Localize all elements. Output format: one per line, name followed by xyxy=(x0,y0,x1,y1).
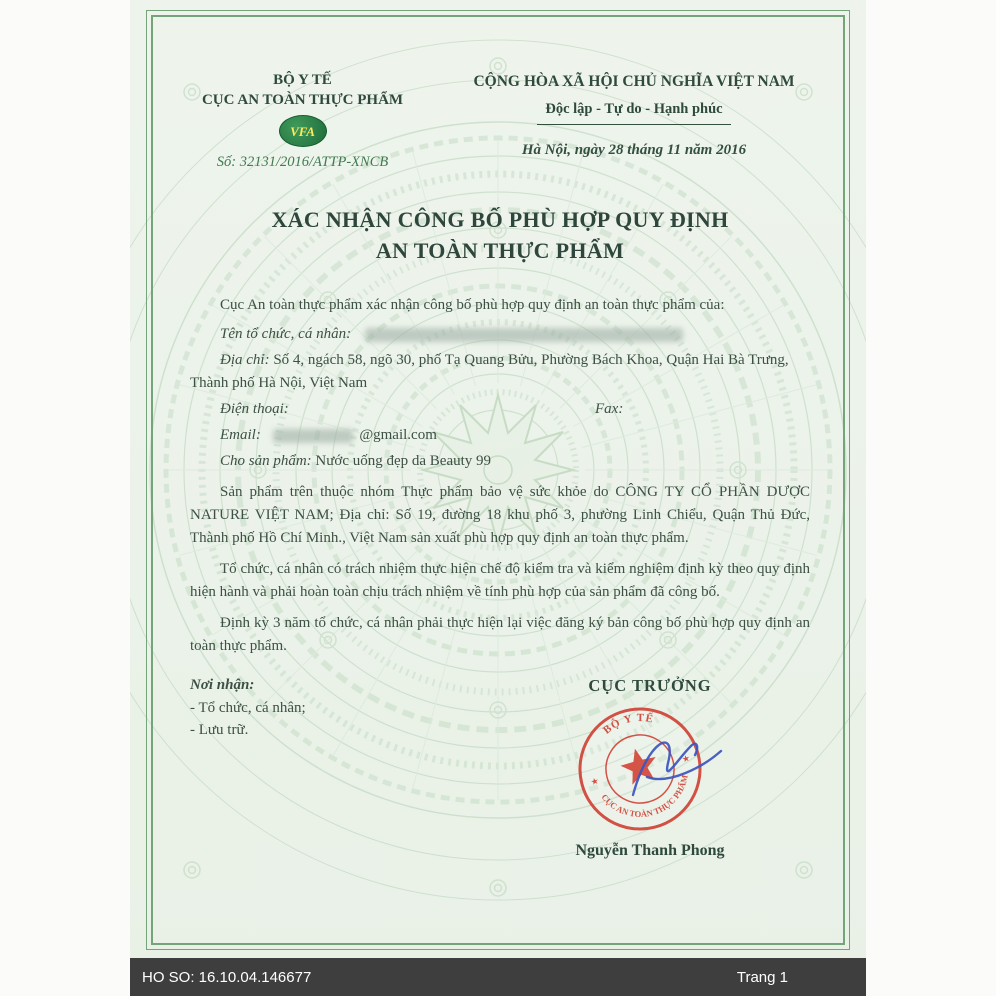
redacted-organization-name xyxy=(365,328,683,342)
field-phone-fax xyxy=(190,398,810,421)
field-organization xyxy=(190,323,810,346)
seal-top-text: BỘ Y TẾ xyxy=(600,711,655,737)
product-label: Cho sản phẩm: xyxy=(220,453,312,469)
phone-label: Điện thoại: xyxy=(220,401,289,417)
field-address xyxy=(190,349,810,395)
document-header xyxy=(190,70,810,174)
email-suffix: @gmail.com xyxy=(359,427,437,443)
recipient-item: - Tổ chức, cá nhân; xyxy=(190,700,306,716)
recipients-label: Nơi nhận: xyxy=(190,677,255,693)
document-footer xyxy=(190,674,810,862)
issuer-block xyxy=(190,70,415,174)
department-name: CỤC AN TOÀN THỰC PHẨM xyxy=(201,92,404,108)
country-title: CỘNG HÒA XÃ HỘI CHỦ NGHĨA VIỆT NAM xyxy=(473,73,795,90)
body-paragraph: Tổ chức, cá nhân có trách nhiệm thực hiện chế độ kiểm tra và kiểm nghiệm định kỳ theo quy định hiện hành và phải hoàn toàn chịu trách nhiệm về tính phù hợp của sản phẩm đã công bố. xyxy=(190,561,810,600)
document-number-label: Số: xyxy=(216,154,237,170)
document-title xyxy=(190,204,810,266)
field-email xyxy=(190,424,810,447)
page-number: Trang 1 xyxy=(736,968,788,986)
signer-title: CỤC TRƯỞNG xyxy=(588,676,712,695)
ministry-name: BỘ Y TẾ xyxy=(273,72,332,88)
body-paragraph: Sản phẩm trên thuộc nhóm Thực phẩm bảo vệ sức khỏe do CÔNG TY CỔ PHẦN DƯỢC NATURE VIỆT NAM; Địa chỉ: Số 19, đường 18 khu phố 3, phường Linh Chiểu, Quận Thủ Đức, Thành phố Hồ Chí Minh., Việt Nam sản xuất phù hợp quy định an toàn thực phẩm. xyxy=(190,484,810,546)
official-seal-and-signature xyxy=(545,697,755,839)
vfa-logo-text: VFA xyxy=(290,123,315,139)
recipients-block xyxy=(190,674,490,862)
document-number xyxy=(190,151,415,174)
fax-label: Fax: xyxy=(595,401,624,417)
national-header-block xyxy=(458,70,810,174)
signature-block xyxy=(490,674,810,862)
address-label: Địa chỉ: xyxy=(220,352,270,368)
body-paragraph: Định kỳ 3 năm tổ chức, cá nhân phải thực hiện lại việc đăng ký bản công bố phù hợp quy định an toàn thực phẩm. xyxy=(190,615,810,654)
document-title-line1: XÁC NHẬN CÔNG BỐ PHÙ HỢP QUY ĐỊNH xyxy=(271,207,729,232)
certificate-page xyxy=(130,0,866,996)
document-content xyxy=(190,70,810,862)
date-line: Hà Nội, ngày 28 tháng 11 năm 2016 xyxy=(521,142,747,158)
signer-name: Nguyễn Thanh Phong xyxy=(575,842,725,859)
product-value: Nước uống đẹp da Beauty 99 xyxy=(315,453,492,469)
redacted-email-localpart xyxy=(273,429,353,443)
address-value: Số 4, ngách 58, ngõ 30, phố Tạ Quang Bửu, Phường Bách Khoa, Quận Hai Bà Trưng, Thành phố Hà Nội, Việt Nam xyxy=(190,352,789,391)
email-label: Email: xyxy=(220,427,261,443)
intro-paragraph: Cục An toàn thực phẩm xác nhận công bố phù hợp quy định an toàn thực phẩm của: xyxy=(220,297,725,313)
seal-separator-star: ★ xyxy=(589,775,600,788)
dossier-number: HO SO: 16.10.04.146677 xyxy=(142,968,312,986)
seal-separator-star: ★ xyxy=(680,752,692,765)
document-number-value: 32131/2016/ATTP-XNCB xyxy=(239,154,389,170)
recipient-item: - Lưu trữ. xyxy=(190,722,249,738)
national-motto: Độc lập - Tự do - Hạnh phúc xyxy=(537,96,730,125)
seal-bottom-text: CỤC AN TOÀN THỰC PHẨM xyxy=(599,773,690,820)
field-product xyxy=(190,450,810,473)
organization-label: Tên tổ chức, cá nhân: xyxy=(220,326,352,342)
document-title-line2: AN TOÀN THỰC PHẨM xyxy=(375,238,625,263)
vfa-logo-icon xyxy=(279,115,327,147)
official-seal-icon xyxy=(567,697,712,839)
bottom-status-bar xyxy=(130,958,866,996)
